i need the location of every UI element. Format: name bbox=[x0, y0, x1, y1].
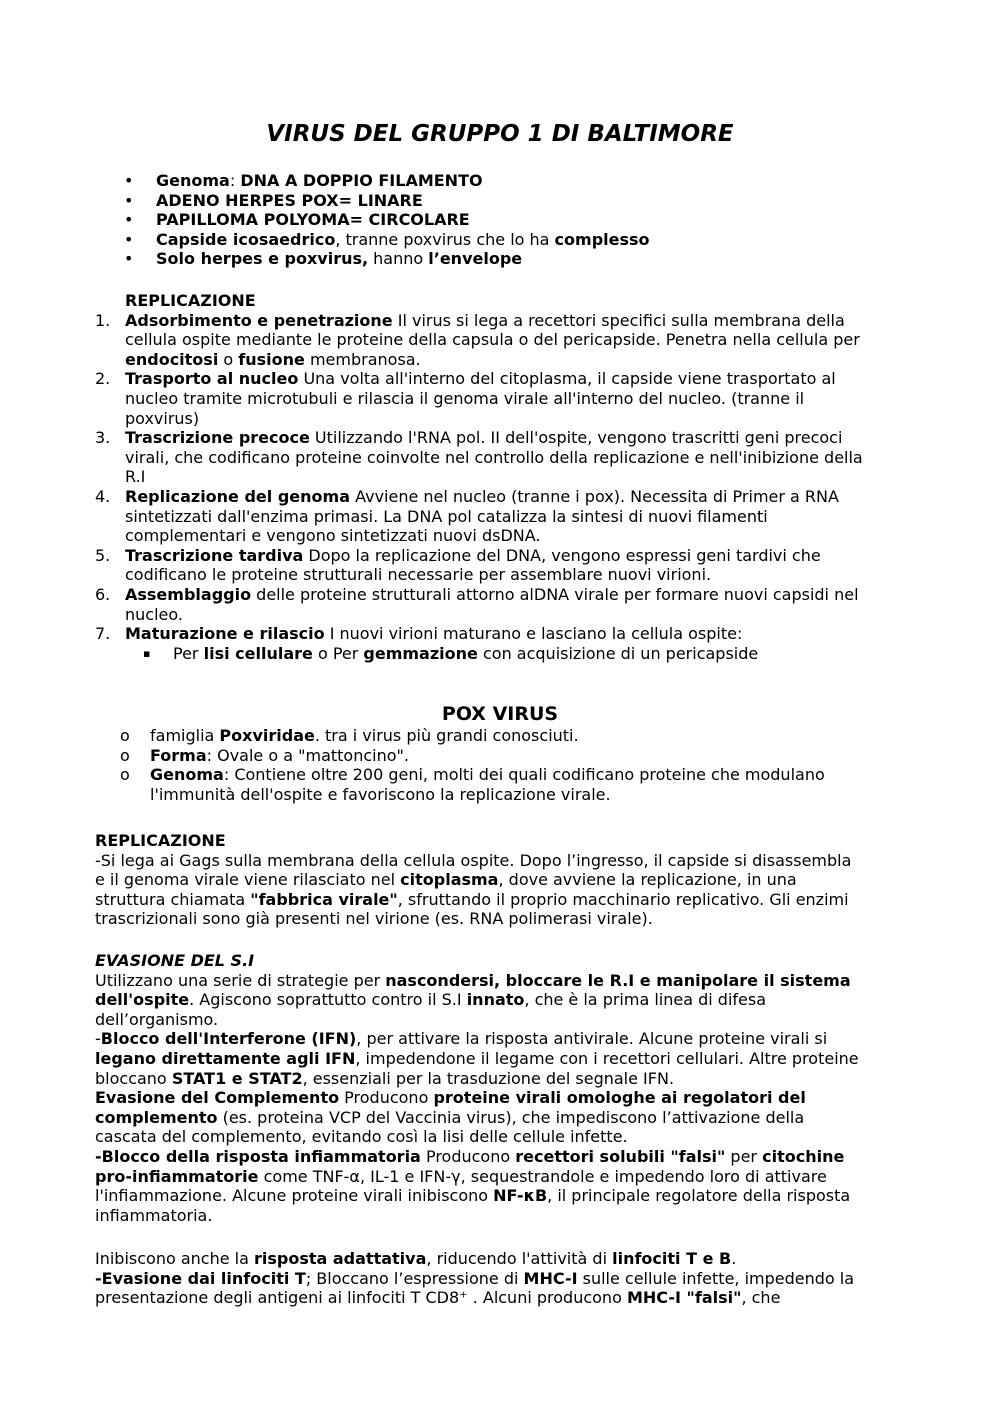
bullet-text: Genoma: DNA A DOPPIO FILAMENTO bbox=[156, 171, 483, 190]
replication-section bbox=[95, 291, 905, 663]
step-line: Maturazione e rilascio I nuovi virioni maturano e lasciano la cellula ospite: bbox=[125, 624, 743, 644]
step-line: poxvirus) bbox=[125, 408, 200, 428]
text-line: infiammatoria. bbox=[95, 1205, 213, 1225]
evasion-section bbox=[95, 951, 905, 1225]
text-line: bloccano STAT1 e STAT2, essenziali per la trasduzione del segnale IFN. bbox=[95, 1068, 675, 1088]
text-line: struttura chiamata "fabbrica virale", sfruttando il proprio macchinario replicativo. Gli enzimi bbox=[95, 889, 849, 909]
text-line: -Blocco dell'Interferone (IFN), per attivare la risposta antivirale. Alcune proteine virali si bbox=[95, 1029, 828, 1049]
text-line: complemento (es. proteina VCP del Vaccinia virus), che impediscono l’attivazione della bbox=[95, 1107, 805, 1127]
pox-replication-heading: REPLICAZIONE bbox=[95, 831, 226, 850]
text-line: -Evasione dai linfociti T; Bloccano l’espressione di MHC-I sulle cellule infette, impedendo la bbox=[95, 1268, 855, 1288]
text-line: trascrizionali sono già presenti nel virione (es. RNA polimerasi virale). bbox=[95, 909, 653, 929]
step-line: virali, che codificano proteine coinvolte nel controllo della replicazione e nell'inibizione della bbox=[125, 447, 863, 467]
genome-bullet-list bbox=[120, 171, 920, 269]
replication-step bbox=[95, 428, 905, 487]
step-line: Assemblaggio delle proteine strutturali attorno alDNA virale per formare nuovi capsidi nel bbox=[125, 584, 859, 604]
bullet-item bbox=[120, 210, 920, 230]
evasion-text bbox=[95, 971, 905, 1226]
step-line: nucleo tramite microtubuli e rilascia il genoma virale all'interno del nucleo. (tranne il bbox=[125, 388, 805, 408]
pox-item-line: Genoma: Contiene oltre 200 geni, molti dei quali codificano proteine che modulano bbox=[150, 765, 825, 785]
step-number: 2. bbox=[95, 369, 111, 389]
release-sub-item bbox=[95, 644, 905, 664]
bullet-text: PAPILLOMA POLYOMA= CIRCOLARE bbox=[156, 210, 470, 230]
release-sub-text: Per lisi cellulare o Per gemmazione con acquisizione di un pericapside bbox=[173, 643, 759, 663]
pox-item-line: famiglia Poxviridae. tra i virus più grandi conosciuti. bbox=[150, 726, 579, 745]
replication-step bbox=[95, 546, 905, 585]
replication-step bbox=[95, 585, 905, 624]
replication-step bbox=[95, 311, 905, 370]
step-line: Trascrizione precoce Utilizzando l'RNA pol. II dell'ospite, vengono trascritti geni precoci bbox=[125, 428, 843, 448]
adaptive-text bbox=[95, 1249, 905, 1308]
text-line: Inibiscono anche la risposta adattativa, riducendo l'attività di linfociti T e B. bbox=[95, 1249, 737, 1268]
text-line: l'infiammazione. Alcune proteine virali inibiscono NF-κB, il principale regolatore della risposta bbox=[95, 1186, 851, 1206]
step-number: 6. bbox=[95, 584, 111, 604]
step-line: codificano le proteine strutturali necessarie per assemblare nuovi virioni. bbox=[125, 565, 712, 585]
circle-bullet-icon: o bbox=[120, 726, 130, 745]
bullet-item bbox=[120, 171, 920, 191]
pox-item-line: Forma: Ovale o a "mattoncino". bbox=[150, 745, 409, 765]
text-line: cascata del complemento, evitando così la lisi delle cellule infette. bbox=[95, 1127, 628, 1147]
pox-list-item bbox=[95, 746, 905, 766]
pox-list-item bbox=[95, 726, 905, 746]
text-line: -Si lega ai Gags sulla membrana della cellula ospite. Dopo l’ingresso, il capside si disassembla bbox=[95, 850, 852, 870]
replication-heading: REPLICAZIONE bbox=[125, 291, 256, 310]
text-line: Evasione del Complemento Producono proteine virali omologhe ai regolatori del bbox=[95, 1088, 806, 1108]
pox-title: POX VIRUS bbox=[441, 703, 559, 725]
pox-list bbox=[95, 726, 905, 804]
step-line: endocitosi o fusione membranosa. bbox=[125, 349, 421, 369]
pox-replication-section bbox=[95, 831, 905, 929]
bullet-icon: • bbox=[124, 190, 134, 210]
replication-steps bbox=[95, 311, 905, 644]
bullet-text: ADENO HERPES POX= LINARE bbox=[156, 190, 423, 210]
circle-bullet-icon: o bbox=[120, 745, 130, 765]
bullet-icon: • bbox=[124, 249, 134, 269]
text-line: presentazione degli antigeni ai linfociti T CD8⁺ . Alcuni producono MHC-I "falsi", che bbox=[95, 1288, 781, 1308]
replication-step bbox=[95, 369, 905, 428]
bullet-icon: • bbox=[124, 171, 134, 190]
replication-step bbox=[95, 487, 905, 546]
step-number: 7. bbox=[95, 624, 111, 644]
step-line: R.I bbox=[125, 467, 146, 487]
text-line: legano direttamente agli IFN, impedendone il legame con i recettori cellulari. Altre proteine bbox=[95, 1048, 859, 1068]
step-number: 4. bbox=[95, 486, 111, 506]
pox-list-item bbox=[95, 765, 905, 804]
bullet-icon: • bbox=[124, 210, 134, 230]
text-line: pro-infiammatorie come TNF-α, IL-1 e IFN-γ, sequestrandole e impedendo loro di attivare bbox=[95, 1166, 827, 1186]
step-line: nucleo. bbox=[125, 604, 183, 624]
pox-replication-text bbox=[95, 851, 905, 929]
text-line: e il genoma virale viene rilasciato nel citoplasma, dove avviene la replicazione, in una bbox=[95, 870, 797, 890]
step-line: Replicazione del genoma Avviene nel nucleo (tranne i pox). Necessita di Primer a RNA bbox=[125, 486, 839, 506]
page-title: VIRUS DEL GRUPPO 1 DI BALTIMORE bbox=[266, 121, 734, 147]
bullet-item bbox=[120, 249, 920, 269]
evasion-heading: EVASIONE DEL S.I bbox=[95, 951, 255, 970]
step-number: 1. bbox=[95, 310, 111, 330]
circle-bullet-icon: o bbox=[120, 765, 130, 785]
bullet-text: Capside icosaedrico, tranne poxvirus che lo ha complesso bbox=[156, 229, 650, 249]
text-line: dell’organismo. bbox=[95, 1009, 219, 1029]
text-line: dell'ospite. Agiscono soprattutto contro il S.I innato, che è la prima linea di difesa bbox=[95, 990, 767, 1010]
step-line: Adsorbimento e penetrazione Il virus si lega a recettori specifici sulla membrana della bbox=[125, 310, 845, 330]
bullet-item bbox=[120, 230, 920, 250]
step-line: cellula ospite mediante le proteine della capsula o del pericapside. Penetra nella cellula per bbox=[125, 330, 860, 350]
step-line: Trascrizione tardiva Dopo la replicazione del DNA, vengono espressi geni tardivi che bbox=[125, 545, 821, 565]
bullet-icon: • bbox=[124, 229, 134, 249]
square-bullet-icon: ▪ bbox=[143, 646, 151, 660]
step-line: Trasporto al nucleo Una volta all'interno del citoplasma, il capside viene trasportato al bbox=[125, 369, 836, 389]
text-line: Utilizzano una serie di strategie per nascondersi, bloccare le R.I e manipolare il sistema bbox=[95, 970, 851, 990]
step-number: 5. bbox=[95, 545, 111, 565]
step-number: 3. bbox=[95, 428, 111, 448]
replication-step bbox=[95, 624, 905, 644]
step-line: complementari e vengono sintetizzati nuovi dsDNA. bbox=[125, 526, 541, 546]
bullet-item bbox=[120, 191, 920, 211]
step-line: sintetizzati dall'enzima primasi. La DNA pol catalizza la sintesi di nuovi filamenti bbox=[125, 506, 768, 526]
bullet-text: Solo herpes e poxvirus, hanno l’envelope bbox=[156, 249, 523, 269]
text-line: -Blocco della risposta infiammatoria Producono recettori solubili "falsi" per citochine bbox=[95, 1146, 845, 1166]
pox-item-line: l'immunità dell'ospite e favoriscono la replicazione virale. bbox=[150, 784, 611, 804]
adaptive-section bbox=[95, 1249, 905, 1308]
